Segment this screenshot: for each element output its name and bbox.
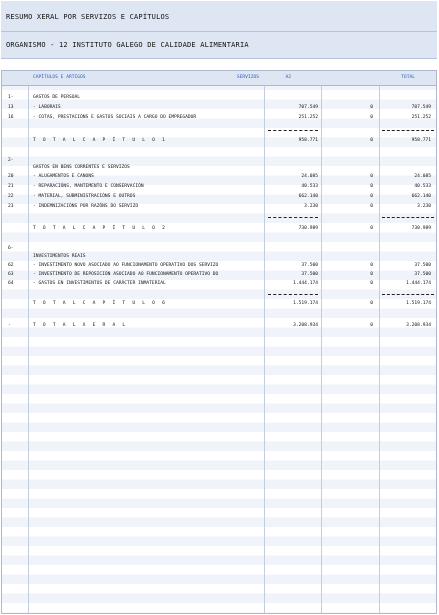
row-total-value: 958.771 [411, 138, 431, 143]
row-total-value: 707.549 [411, 105, 431, 110]
table-row [2, 104, 436, 113]
row-a2-value: 37.500 [301, 263, 318, 268]
row-code: 22 [8, 194, 14, 199]
row-code: 2- [8, 158, 14, 163]
row-total-value: 1.519.174 [406, 301, 431, 306]
row-description: - GASTOS EN INVESTIMENTOS DE CARÁCTER INMATERIAL [33, 281, 166, 286]
row-a2-value: 251.252 [298, 115, 318, 120]
table-row [2, 114, 436, 123]
row-description: GASTOS DE PERSOAL [33, 95, 81, 100]
row-code: 16 [8, 115, 14, 120]
table-row [2, 183, 436, 192]
table-row [2, 203, 436, 212]
table-row [2, 262, 436, 271]
row-services-value: 0 [370, 263, 373, 268]
summary-table [1, 70, 437, 614]
chapter-total-row [2, 225, 436, 234]
row-a2-value: 730.989 [298, 226, 318, 231]
row-stripes [2, 71, 436, 613]
row-services-value: 0 [370, 105, 373, 110]
column-divider [28, 71, 29, 613]
row-total-value: 1.444.174 [406, 281, 431, 286]
row-code: 63 [8, 272, 14, 277]
table-row [2, 173, 436, 182]
subtotal-rule [268, 130, 318, 131]
subtotal-rule [382, 294, 434, 295]
chapter-total-label: T O T A L C A P Í T U L O 1 [33, 138, 168, 143]
row-a2-value: 3.208.934 [293, 323, 318, 328]
row-code: 64 [8, 281, 14, 286]
header-total: TOTAL [401, 75, 415, 80]
row-services-value: 0 [370, 204, 373, 209]
row-description: - INVESTIMENTO DE REPOSICIÓN ASOCIADO AO FUNCIONAMENTO OPERATIVO DO [33, 272, 219, 277]
subtotal-rule [382, 217, 434, 218]
row-services-value: 0 [370, 115, 373, 120]
column-divider [264, 71, 265, 613]
table-row [2, 271, 436, 280]
report-title: RESUMO XERAL POR SERVIZOS E CAPÍTULOS [6, 13, 170, 21]
header-a2: A2 [285, 75, 291, 80]
table-row [2, 280, 436, 289]
row-a2-value: 37.500 [301, 272, 318, 277]
row-code: 1- [8, 95, 14, 100]
header-services: SERVIZOS [236, 75, 259, 80]
row-total-value: 24.085 [414, 174, 431, 179]
table-header [2, 71, 436, 86]
subtotal-rule [268, 217, 318, 218]
row-code: 13 [8, 105, 14, 110]
header-chapters: CAPÍTULOS E ARTIGOS [33, 75, 86, 80]
chapter-total-label: T O T A L C A P Í T U L O 6 [33, 301, 168, 306]
row-services-value: 0 [370, 301, 373, 306]
row-a2-value: 40.533 [301, 184, 318, 189]
row-code: 21 [8, 184, 14, 189]
row-code: 62 [8, 263, 14, 268]
row-a2-value: 1.519.174 [293, 301, 318, 306]
row-code: 20 [8, 174, 14, 179]
chapter-total-row [2, 300, 436, 309]
row-description: - MATERIAL, SUBMINISTRACIÓNS E OUTROS [33, 194, 136, 199]
row-description: - INDEMNIZACIÓNS POR RAZÓNS DO SERVIZO [33, 204, 139, 209]
row-services-value: 0 [370, 194, 373, 199]
row-total-value: 730.989 [411, 226, 431, 231]
row-description: - INVESTIMENTO NOVO ASOCIADO AO FUNCIONAMENTO OPERATIVO DOS SERVIZO [33, 263, 219, 268]
grand-total-row [2, 322, 436, 331]
chapter-total-label: T O T A L C A P Í T U L O 2 [33, 226, 168, 231]
row-services-value: 0 [370, 226, 373, 231]
row-description: - LABORAIS [33, 105, 61, 110]
table-row [2, 164, 436, 173]
row-services-value: 0 [370, 184, 373, 189]
row-total-value: 3.230 [417, 204, 431, 209]
grand-total-label: T O T A L X E R A L [33, 323, 128, 328]
row-description: INVESTIMENTOS REAIS [33, 254, 86, 259]
row-description: - REPARACIÓNS, MANTEMENTO E CONSERVACIÓN [33, 184, 144, 189]
chapter-total-row [2, 137, 436, 146]
row-services-value: 0 [370, 138, 373, 143]
row-total-value: 40.533 [414, 184, 431, 189]
row-total-value: 662.140 [411, 194, 431, 199]
row-code: 23 [8, 204, 14, 209]
column-divider [321, 71, 322, 613]
organism-band [1, 32, 437, 59]
row-total-value: 3.208.934 [406, 323, 431, 328]
table-row [2, 253, 436, 262]
report-title-band [1, 1, 437, 32]
row-code: 6- [8, 246, 14, 251]
row-services-value: 0 [370, 272, 373, 277]
row-total-value: 37.500 [414, 263, 431, 268]
row-services-value: 0 [370, 281, 373, 286]
subtotal-rule [382, 130, 434, 131]
row-total-value: 37.500 [414, 272, 431, 277]
row-a2-value: 662.140 [298, 194, 318, 199]
row-a2-value: 707.549 [298, 105, 318, 110]
row-description: - COTAS, PRESTACIÓNS E GASTOS SOCIAIS A CARGO DO EMPREGADOR [33, 115, 197, 120]
row-a2-value: 3.230 [304, 204, 318, 209]
organism-name: ORGANISMO - 12 INSTITUTO GALEGO DE CALIDADE ALIMENTARIA [6, 41, 249, 49]
row-description: GASTOS EN BENS CORRENTES E SERVIZOS [33, 165, 130, 170]
table-row [2, 193, 436, 202]
subtotal-rule [268, 294, 318, 295]
row-a2-value: 1.444.174 [293, 281, 318, 286]
row-code: - [8, 323, 11, 328]
row-description: - ALUGAMENTOS E CANONS [33, 174, 94, 179]
column-divider [379, 71, 380, 613]
row-total-value: 251.252 [411, 115, 431, 120]
table-row [2, 94, 436, 103]
row-a2-value: 958.771 [298, 138, 318, 143]
row-services-value: 0 [370, 174, 373, 179]
row-a2-value: 24.085 [301, 174, 318, 179]
row-services-value: 0 [370, 323, 373, 328]
